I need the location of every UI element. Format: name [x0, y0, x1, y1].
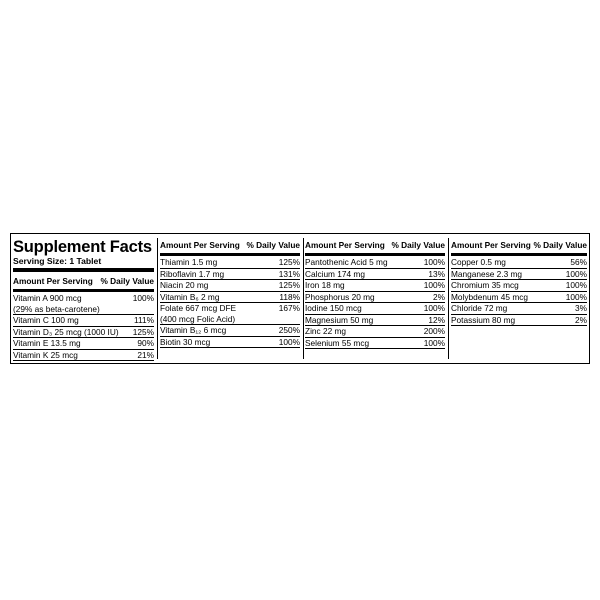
nutrient-row — [160, 337, 300, 349]
nutrient-row — [13, 293, 154, 315]
daily-value-percent: 100% — [278, 336, 300, 347]
daily-value-percent: 100% — [565, 291, 587, 302]
nutrient-amount: Selenium 55 mcg — [305, 337, 370, 348]
nutrient-row — [13, 327, 154, 339]
daily-value-percent: 2% — [575, 314, 587, 325]
nutrient-row — [451, 303, 587, 315]
header-daily-value: % Daily Value — [246, 240, 300, 250]
daily-value-percent: 200% — [423, 326, 445, 336]
nutrient-amount: Pantothenic Acid 5 mg — [305, 257, 388, 267]
column-divider — [303, 238, 304, 359]
nutrient-amount: Vitamin E 13.5 mg — [13, 338, 81, 348]
facts-column-2 — [160, 238, 300, 348]
daily-value-percent: 125% — [132, 326, 154, 337]
daily-value-percent: 100% — [132, 293, 154, 303]
header-amount: Amount Per Serving — [13, 276, 93, 286]
serving-size: Serving Size: 1 Tablet — [13, 256, 154, 272]
daily-value-percent: 100% — [565, 268, 587, 279]
nutrient-row — [160, 292, 300, 304]
daily-value-percent: 167% — [278, 303, 300, 313]
nutrient-row — [13, 315, 154, 327]
nutrient-row — [305, 338, 445, 350]
nutrient-amount: Potassium 80 mg — [451, 314, 516, 325]
daily-value-percent: 125% — [278, 257, 300, 267]
nutrient-list — [160, 256, 300, 348]
column-header — [160, 238, 300, 256]
nutrient-amount: Iodine 150 mcg — [305, 303, 362, 313]
daily-value-percent: 111% — [134, 315, 154, 325]
daily-value-percent: 12% — [428, 314, 445, 325]
nutrient-amount: Chloride 72 mg — [451, 303, 508, 313]
nutrient-amount: Biotin 30 mcg — [160, 336, 211, 347]
daily-value-percent: 100% — [565, 280, 587, 290]
facts-column-1 — [13, 238, 154, 361]
nutrient-row — [160, 269, 300, 281]
nutrient-row — [160, 303, 300, 325]
nutrient-row — [451, 280, 587, 292]
column-divider — [448, 238, 449, 359]
daily-value-percent: 250% — [278, 325, 300, 335]
nutrient-amount: Folate 667 mcg DFE (400 mcg Folic Acid) — [160, 303, 237, 324]
header-daily-value: % Daily Value — [391, 240, 445, 250]
column-divider — [157, 238, 158, 359]
column-header — [451, 238, 587, 256]
header-daily-value: % Daily Value — [100, 276, 154, 286]
nutrient-amount: Niacin 20 mg — [160, 280, 209, 290]
daily-value-percent: 131% — [278, 268, 300, 279]
nutrient-amount: Magnesium 50 mg — [305, 314, 374, 325]
header-amount: Amount Per Serving — [305, 240, 385, 250]
nutrient-row — [160, 257, 300, 269]
nutrient-row — [160, 325, 300, 337]
daily-value-percent: 13% — [428, 268, 445, 279]
column-header — [13, 272, 154, 292]
nutrient-row — [13, 350, 154, 362]
nutrient-row — [451, 257, 587, 269]
nutrient-row — [305, 326, 445, 338]
nutrient-amount: Zinc 22 mg — [305, 326, 347, 336]
supplement-facts-panel — [10, 233, 590, 364]
nutrient-amount: Iron 18 mg — [305, 280, 345, 290]
header-amount: Amount Per Serving — [160, 240, 240, 250]
nutrient-row — [451, 269, 587, 281]
nutrient-row — [160, 280, 300, 292]
nutrient-amount: Molybdenum 45 mcg — [451, 291, 529, 302]
column-header — [305, 238, 445, 256]
nutrient-amount: Riboflavin 1.7 mg — [160, 268, 225, 279]
nutrient-list — [305, 256, 445, 349]
nutrient-row — [305, 315, 445, 327]
nutrient-row — [305, 257, 445, 269]
nutrient-amount: Copper 0.5 mg — [451, 257, 506, 267]
nutrient-amount: Vitamin B₁₂ 6 mcg — [160, 325, 227, 335]
nutrient-amount: Vitamin C 100 mg — [13, 315, 79, 325]
daily-value-percent: 90% — [137, 338, 154, 348]
nutrient-amount: Vitamin B₆ 2 mg — [160, 291, 220, 302]
header-amount: Amount Per Serving — [451, 240, 531, 250]
nutrient-row — [451, 315, 587, 327]
nutrient-amount: Thiamin 1.5 mg — [160, 257, 218, 267]
nutrient-row — [13, 338, 154, 350]
facts-title: Supplement Facts — [13, 238, 152, 256]
daily-value-percent: 3% — [575, 303, 587, 313]
nutrient-amount: Vitamin K 25 mcg — [13, 349, 78, 360]
nutrient-row — [305, 292, 445, 304]
nutrient-row — [305, 303, 445, 315]
nutrient-row — [305, 280, 445, 292]
nutrient-row — [305, 269, 445, 281]
daily-value-percent: 100% — [423, 257, 445, 267]
daily-value-percent: 100% — [423, 280, 445, 290]
nutrient-amount: Chromium 35 mcg — [451, 280, 519, 290]
nutrient-row — [451, 292, 587, 304]
nutrient-list — [13, 292, 154, 361]
nutrient-amount: Manganese 2.3 mg — [451, 268, 523, 279]
nutrient-amount: Vitamin D₃ 25 mcg (1000 IU) — [13, 326, 119, 337]
nutrient-amount: Phosphorus 20 mg — [305, 291, 375, 302]
header-daily-value: % Daily Value — [533, 240, 587, 250]
daily-value-percent: 100% — [423, 337, 445, 348]
daily-value-percent: 2% — [433, 291, 445, 302]
nutrient-list — [451, 256, 587, 326]
daily-value-percent: 118% — [279, 291, 300, 302]
daily-value-percent: 100% — [423, 303, 445, 313]
daily-value-percent: 125% — [278, 280, 300, 290]
nutrient-amount: Vitamin A 900 mcg (29% as beta-carotene) — [13, 293, 100, 314]
facts-column-3 — [305, 238, 445, 349]
daily-value-percent: 56% — [570, 257, 587, 267]
facts-column-4 — [451, 238, 587, 326]
daily-value-percent: 21% — [137, 349, 154, 360]
nutrient-amount: Calcium 174 mg — [305, 268, 365, 279]
